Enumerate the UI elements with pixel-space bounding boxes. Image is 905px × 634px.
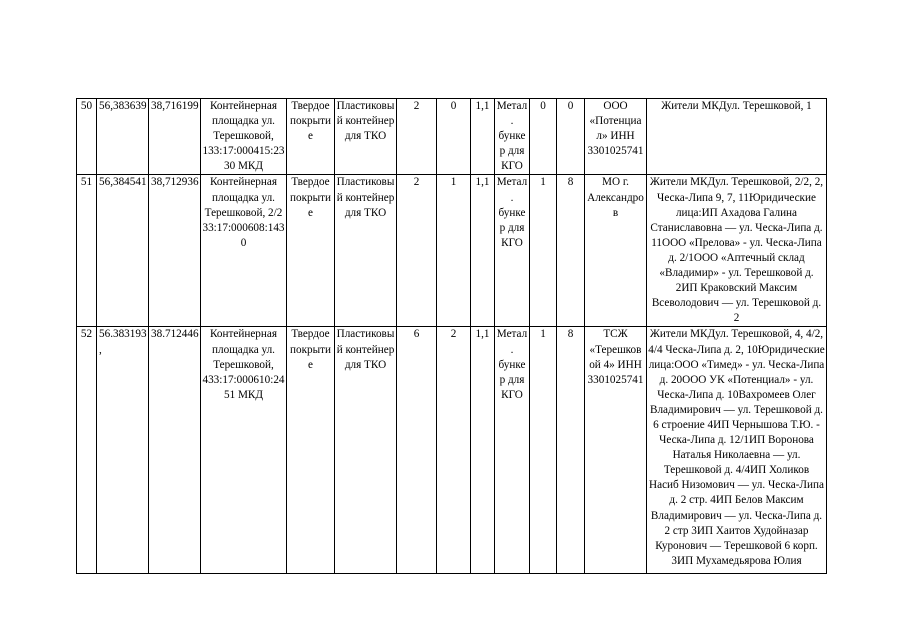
owner-cell: МО г. Александро в — [585, 175, 647, 327]
longitude-cell: 38.712446 — [149, 327, 201, 574]
bunker-count-cell: 0 — [530, 99, 557, 175]
owner-cell: ООО «Потенциа л» ИНН 3301025741 — [585, 99, 647, 175]
volume-cell: 1,1 — [471, 99, 495, 175]
surface-cell: Твердое покрытие — [287, 175, 335, 327]
bunker-volume-cell: 8 — [557, 327, 585, 574]
container-count-cell: 6 — [397, 327, 437, 574]
bunker-volume-cell: 8 — [557, 175, 585, 327]
table-row — [77, 175, 827, 327]
waste-sources-cell: Жители МКДул. Терешковой, 1 — [647, 99, 827, 175]
site-address-cell: Контейнерная площадка ул. Терешковой, 433:17:000610:24 51 МКД — [201, 327, 287, 574]
row-number: 50 — [77, 99, 97, 175]
bunker-type-cell: Метал. бункер для КГО — [495, 99, 530, 175]
surface-cell: Твердое покрытие — [287, 327, 335, 574]
waste-sources-cell: Жители МКДул. Терешковой, 2/2, 2, Ческа-Липа 9, 7, 11Юридические лица:ИП Ахадова Галина Станиславовна — ул. Ческа-Липа д. 11ООО «Прелова» - ул. Ческа-Липа д. 2/1ООО «Аптечный склад «Владимир» - ул. Терешковой д. 2ИП Краковский Максим Всеволодович — ул. Терешковой д. 2 — [647, 175, 827, 327]
waste-sites-table — [76, 98, 827, 574]
bunker-count-cell: 1 — [530, 327, 557, 574]
container-type-cell: Пластиковы й контейнер для ТКО — [335, 175, 397, 327]
latitude-cell: 56,383639 — [97, 99, 149, 175]
row-number: 52 — [77, 327, 97, 574]
bunker-type-cell: Метал. бункер для КГО — [495, 327, 530, 574]
latitude-cell: 56.383193 , — [97, 327, 149, 574]
site-address-cell: Контейнерная площадка ул. Терешковой, 2/2 33:17:000608:143 0 — [201, 175, 287, 327]
latitude-cell: 56,384541 — [97, 175, 149, 327]
bunker-count-cell: 1 — [530, 175, 557, 327]
container-count-cell: 2 — [397, 99, 437, 175]
table-row — [77, 99, 827, 175]
bunker-type-cell: Метал. бункер для КГО — [495, 175, 530, 327]
owner-cell: ТСЖ «Терешков ой 4» ИНН 3301025741 — [585, 327, 647, 574]
table-row — [77, 327, 827, 574]
container-type-cell: Пластиковы й контейнер для ТКО — [335, 99, 397, 175]
volume-cell: 1,1 — [471, 327, 495, 574]
container-type-cell: Пластиковы й контейнер для ТКО — [335, 327, 397, 574]
container-planned-cell: 0 — [437, 99, 471, 175]
volume-cell: 1,1 — [471, 175, 495, 327]
bunker-volume-cell: 0 — [557, 99, 585, 175]
waste-sources-cell: Жители МКДул. Терешковой, 4, 4/2, 4/4 Ческа-Липа д. 2, 10Юридические лица:ООО «Тимед» - ул. Ческа-Липа д. 20ООО УК «Потенциал» - ул. Ческа-Липа д. 10Вахромеев Олег Владимирович — ул. Терешковой д. 6 строение 4ИП Чернышова Т.Ю. - Ческа-Липа д. 12/1ИП Воронова Наталья Николаевна — ул. Терешковой д. 4/4ИП Холиков Насиб Низомович — ул. Ческа-Липа д. 2 стр. 4ИП Белов Максим Владимирович — ул. Ческа-Липа д. 2 стр 3ИП Хаитов Худойназар Куронович — Терешковой 6 корп. 3ИП Мухамедьярова Юлия — [647, 327, 827, 574]
longitude-cell: 38,712936 — [149, 175, 201, 327]
surface-cell: Твердое покрытие — [287, 99, 335, 175]
container-count-cell: 2 — [397, 175, 437, 327]
container-planned-cell: 1 — [437, 175, 471, 327]
longitude-cell: 38,716199 — [149, 99, 201, 175]
container-planned-cell: 2 — [437, 327, 471, 574]
row-number: 51 — [77, 175, 97, 327]
site-address-cell: Контейнерная площадка ул. Терешковой, 133:17:000415:23 30 МКД — [201, 99, 287, 175]
